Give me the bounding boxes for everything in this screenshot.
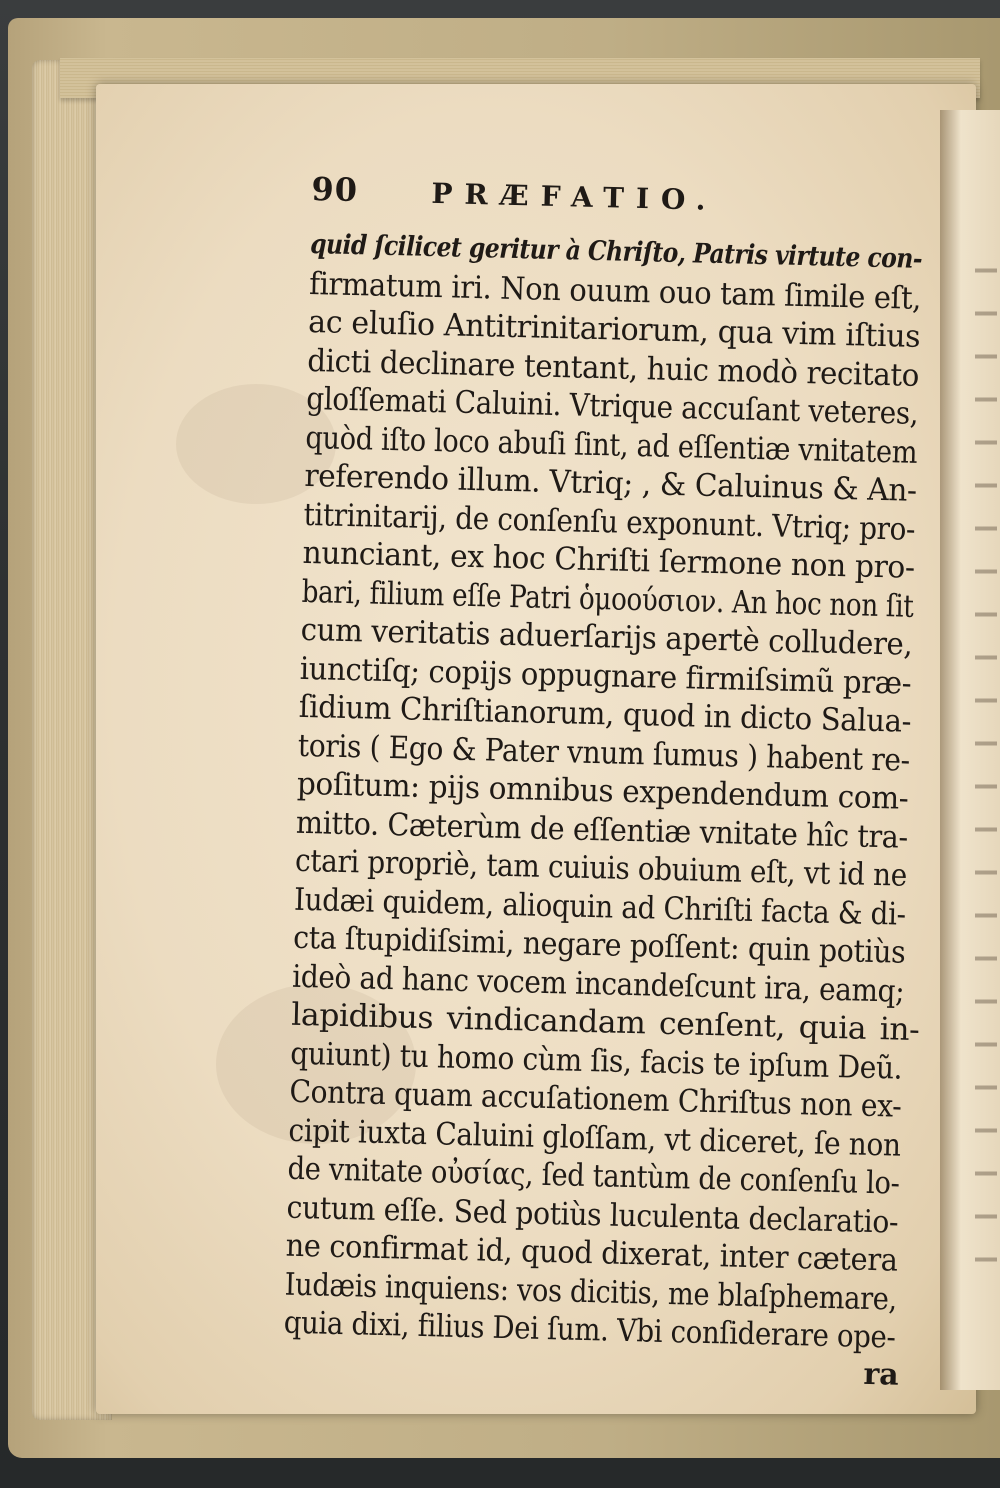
text-line: de vnitate οὐσίας, ſed tantùm de conſenſu lo- — [287, 1150, 900, 1202]
catchword: ra — [863, 1356, 900, 1393]
text-line: ne confirmat id, quod dixerat, inter cætera — [285, 1227, 898, 1279]
text-line: dicti declinare tentant, huic modò recitato — [306, 342, 920, 394]
text-line: ideò ad hanc vocem incandeſcunt ira, eamq; — [291, 958, 905, 1010]
text-line: toris ( Ego & Pater vnum ſumus ) habent re- — [297, 727, 911, 779]
text-line: cipit iuxta Caluini gloſſam, vt diceret, ſe non — [288, 1112, 902, 1164]
text-line: firmatum iri. Non ouum ouo tam ſimile eſt, — [308, 265, 922, 317]
text-block — [282, 170, 931, 1397]
text-line: Iudæi quidem, alioquin ad Chriſti facta & di- — [293, 881, 907, 933]
text-line: quiunt) tu homo cùm ſis, facis te ipſum Deũ. — [289, 1035, 903, 1087]
text-line: quid ſcilicet geritur à Chriſto, Patris virtute con- — [309, 228, 923, 275]
text-line: Contra quam accuſationem Chriſtus non ex- — [289, 1073, 902, 1125]
text-line: titrinitarij, de conſenſu exponunt. Vtriq; pro- — [303, 496, 916, 548]
text-line: ac eluſio Antitrinitariorum, qua vim iſtius — [307, 303, 921, 355]
text-line: bari, filium eſſe Patri ὁμοούσιον. An hoc non ſit — [301, 573, 914, 625]
page-number: 90 — [311, 170, 359, 210]
facing-page-text-edge — [975, 230, 997, 1280]
text-line: Iudæis inquiens: vos dicitis, me blaſphemare, — [284, 1266, 898, 1318]
text-line: cum veritatis aduerſarijs apertè colludere, — [300, 611, 913, 663]
text-line: nunciant, ex hoc Chriſti ſermone non pro- — [302, 534, 916, 586]
text-line: poſitum: pijs omnibus expendendum com- — [296, 765, 909, 817]
text-line: quòd iſto loco abuſi ſint, ad eſſentiæ vnitatem — [305, 419, 918, 471]
text-line: lapidibus vindicandam cenſent, quia in- — [290, 996, 920, 1049]
text-line: cutum eſſe. Sed potiùs luculenta declaratio- — [286, 1189, 899, 1241]
text-line: quia dixi, filius Dei ſum. Vbi conſiderare ope- — [283, 1304, 896, 1356]
running-head: PRÆFATIO. — [431, 176, 718, 217]
text-line: ſidium Chriſtianorum, quod in dicto Salua- — [298, 688, 912, 740]
body-text — [283, 226, 930, 1357]
text-line: iunctiſq; copijs oppugnare firmiſsimũ præ- — [299, 650, 912, 702]
text-line: gloſſemati Caluini. Vtrique accuſant veteres, — [305, 380, 919, 432]
text-line: mitto. Cæterùm de eſſentiæ vnitate hîc tra- — [295, 804, 909, 856]
text-line: ctari propriè, tam cuiuis obuium eſt, vt id ne — [294, 842, 908, 894]
text-line: cta ſtupidiſsimi, negare poſſent: quin potiùs — [292, 919, 906, 971]
text-line: referendo illum. Vtriq; , & Caluinus & An- — [304, 457, 918, 509]
